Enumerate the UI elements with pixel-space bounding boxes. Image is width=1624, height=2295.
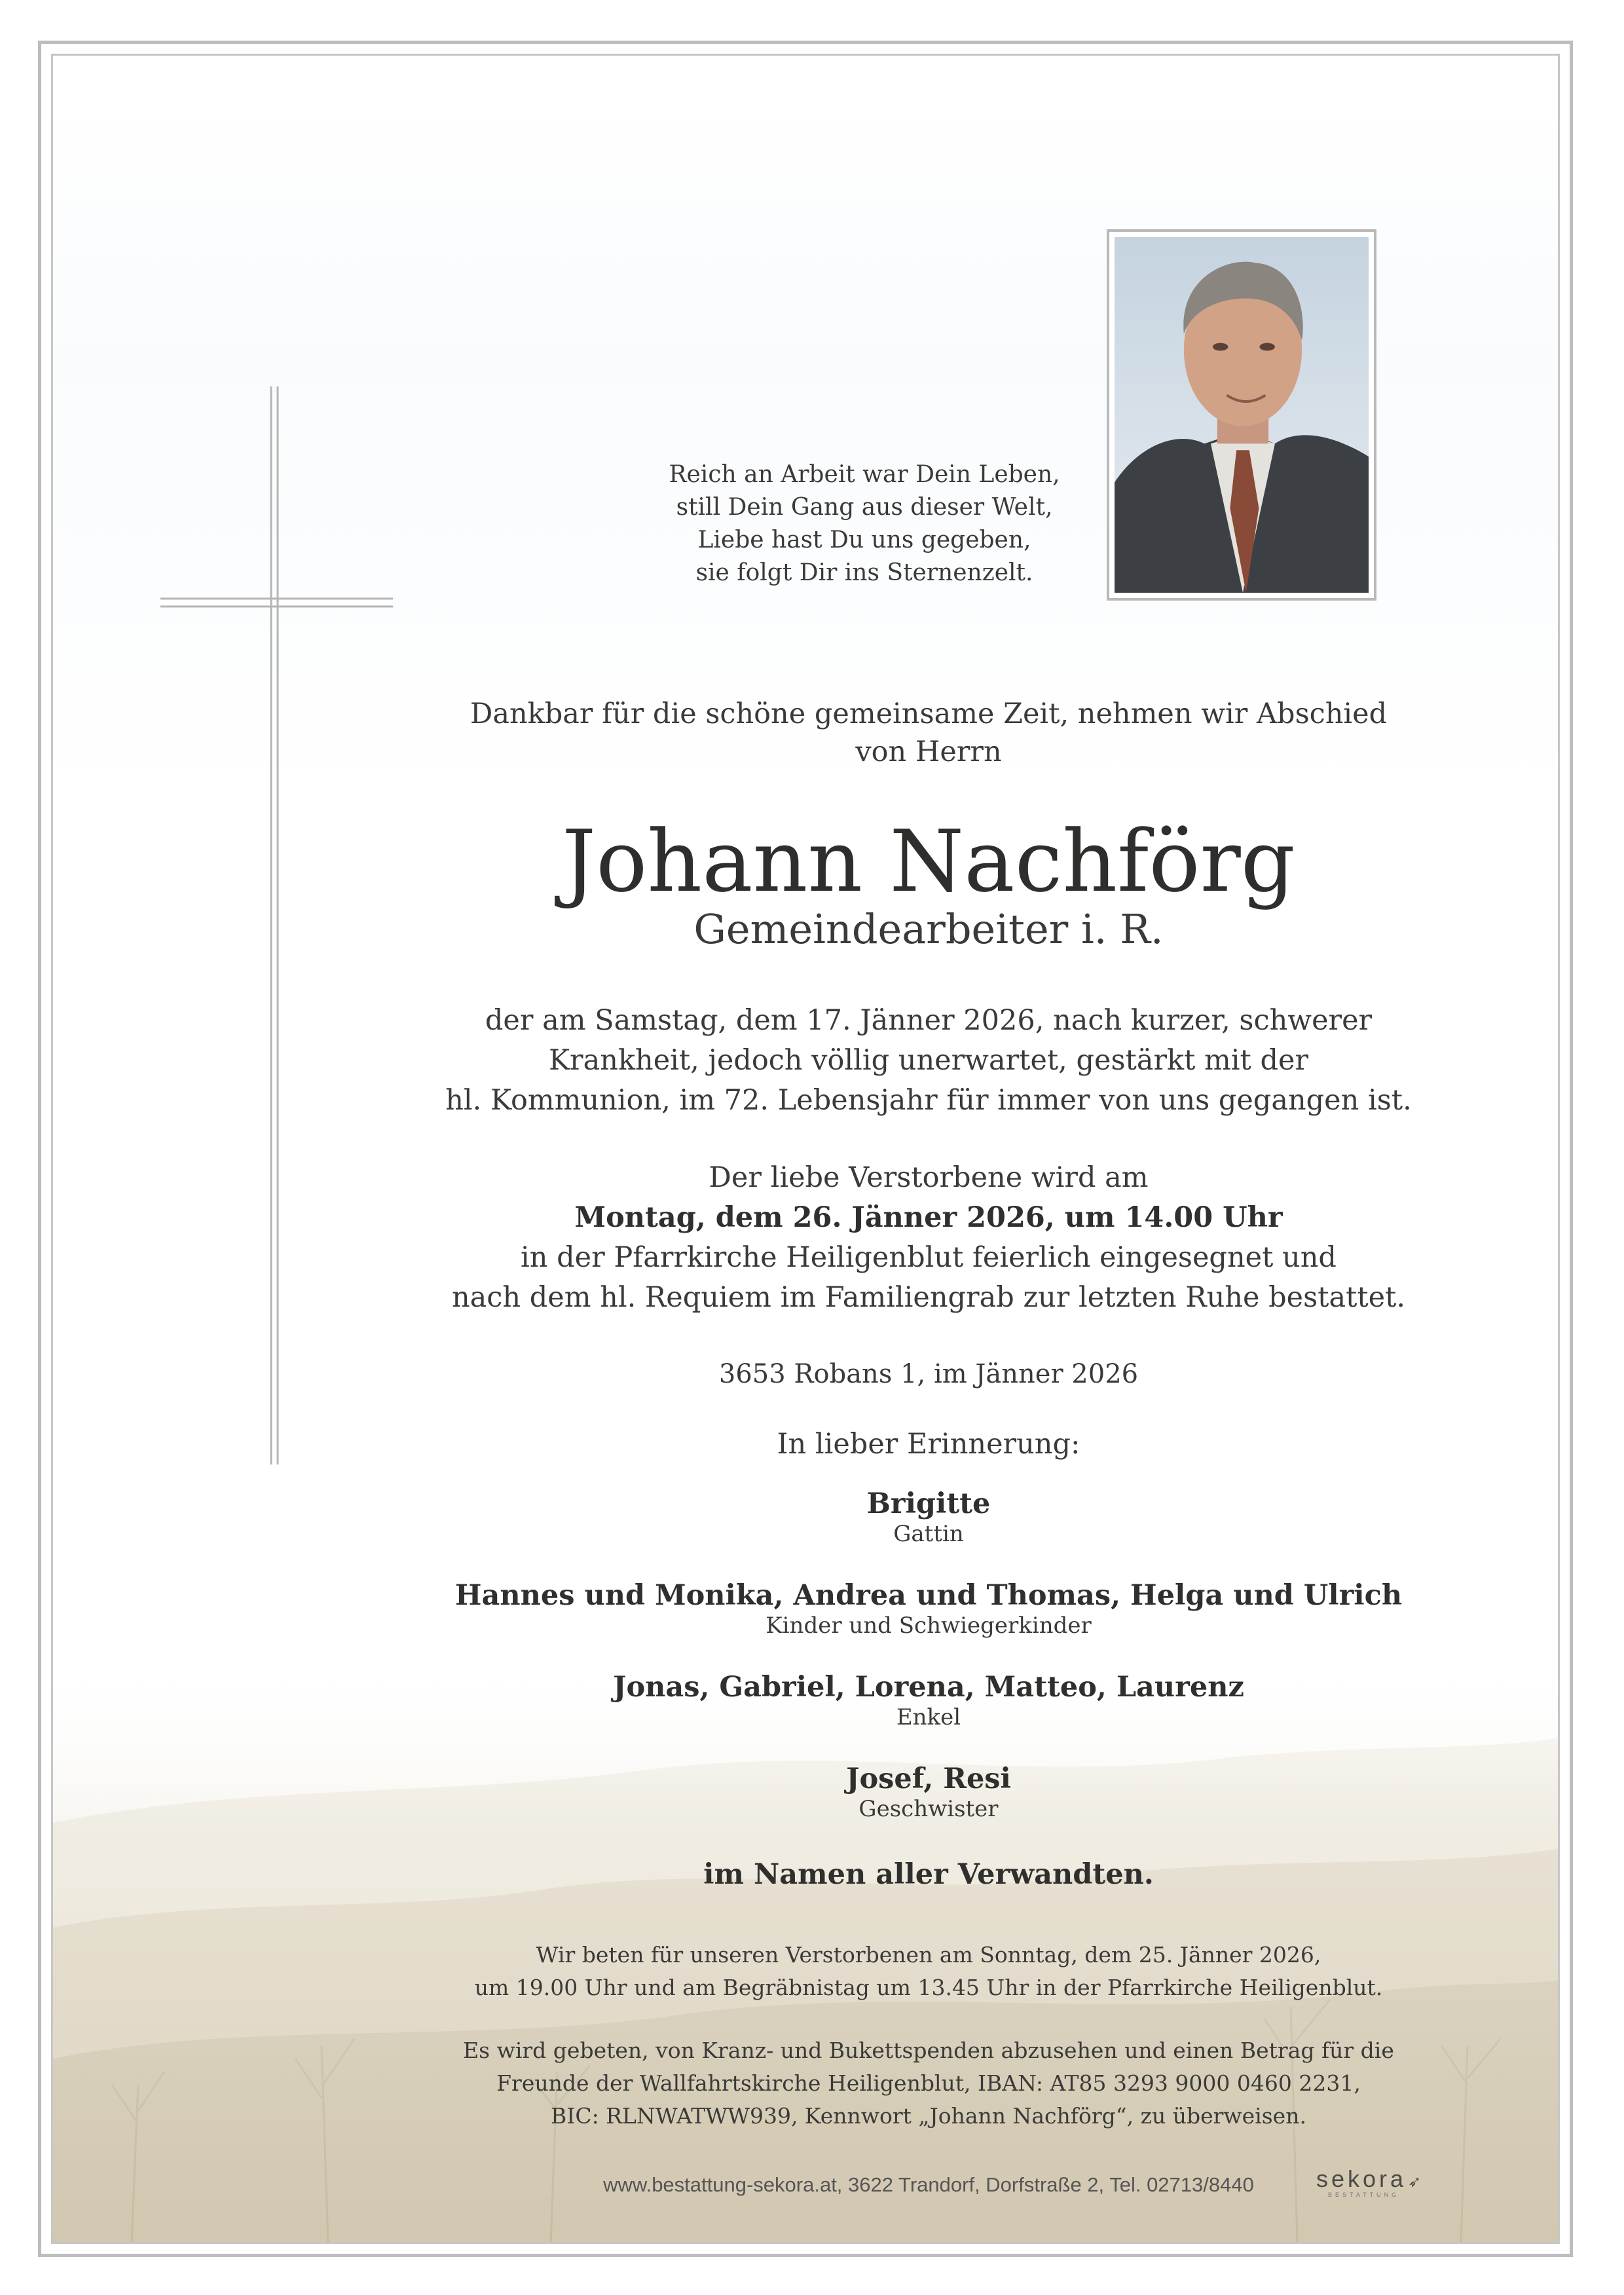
prayer-line: Wir beten für unseren Verstorbenen am Sonntag, dem 25. Jänner 2026, bbox=[536, 1942, 1321, 1968]
logo-word: sekora bbox=[1316, 2165, 1407, 2192]
deceased-title: Gemeindearbeiter i. R. bbox=[693, 905, 1164, 953]
death-notice-line: hl. Kommunion, im 72. Lebensjahr für immer von uns gegangen ist. bbox=[445, 1084, 1412, 1117]
relatives-line: im Namen aller Verwandten. bbox=[703, 1858, 1154, 1891]
funeral-line: Der liebe Verstorbene wird am bbox=[709, 1161, 1149, 1194]
mourner-names: Brigitte bbox=[866, 1487, 991, 1520]
poem-line: still Dein Gang aus dieser Welt, bbox=[676, 494, 1053, 521]
donation-line: Freunde der Wallfahrtskirche Heiligenblut, IBAN: AT85 3293 9000 0460 2231, bbox=[496, 2070, 1361, 2096]
poem-line: sie folgt Dir ins Sternenzelt. bbox=[695, 559, 1033, 586]
deceased-name: Johann Nachförg bbox=[562, 812, 1295, 911]
memory-heading: In lieber Erinnerung: bbox=[777, 1428, 1080, 1461]
mourner-relation: Kinder und Schwiegerkinder bbox=[766, 1613, 1092, 1639]
poem-line: Liebe hast Du uns gegeben, bbox=[697, 527, 1031, 553]
mourner-relation: Enkel bbox=[896, 1704, 961, 1730]
donation-line: Es wird gebeten, von Kranz- und Bukettspenden abzusehen und einen Betrag für die bbox=[463, 2038, 1394, 2063]
footer-address: www.bestattung-sekora.at, 3622 Trandorf, Dorfstraße 2, Tel. 02713/8440 bbox=[603, 2173, 1254, 2196]
mourner-relation: Gattin bbox=[893, 1521, 964, 1547]
prayer-line: um 19.00 Uhr und am Begräbnistag um 13.45 Uhr in der Pfarrkirche Heiligenblut. bbox=[474, 1975, 1383, 2000]
mourner-names: Josef, Resi bbox=[846, 1763, 1011, 1795]
mourner-relation: Geschwister bbox=[858, 1796, 999, 1822]
mourner-names: Hannes und Monika, Andrea und Thomas, Helga und Ulrich bbox=[454, 1579, 1403, 1612]
funeral-line: in der Pfarrkirche Heiligenblut feierlich eingesegnet und bbox=[521, 1241, 1337, 1274]
intro-line: von Herrn bbox=[855, 736, 1002, 768]
funeral-date: Montag, dem 26. Jänner 2026, um 14.00 Uhr bbox=[574, 1201, 1283, 1234]
logo-sub: BESTATTUNG bbox=[1328, 2192, 1400, 2198]
donation-line: BIC: RLNWATWW939, Kennwort „Johann Nachförg“, zu überweisen. bbox=[551, 2103, 1306, 2129]
death-notice-line: der am Samstag, dem 17. Jänner 2026, nach kurzer, schwerer bbox=[485, 1004, 1373, 1037]
bird-icon: ➶ bbox=[1408, 2173, 1422, 2191]
logo bbox=[1316, 2165, 1421, 2198]
poem-line: Reich an Arbeit war Dein Leben, bbox=[669, 461, 1060, 488]
death-notice-line: Krankheit, jedoch völlig unerwartet, gestärkt mit der bbox=[548, 1044, 1309, 1077]
place-date: 3653 Robans 1, im Jänner 2026 bbox=[718, 1359, 1139, 1389]
intro-line: Dankbar für die schöne gemeinsame Zeit, nehmen wir Abschied bbox=[470, 698, 1388, 730]
mourner-names: Jonas, Gabriel, Lorena, Matteo, Laurenz bbox=[613, 1671, 1244, 1704]
funeral-line: nach dem hl. Requiem im Familiengrab zur letzten Ruhe bestattet. bbox=[451, 1281, 1406, 1314]
